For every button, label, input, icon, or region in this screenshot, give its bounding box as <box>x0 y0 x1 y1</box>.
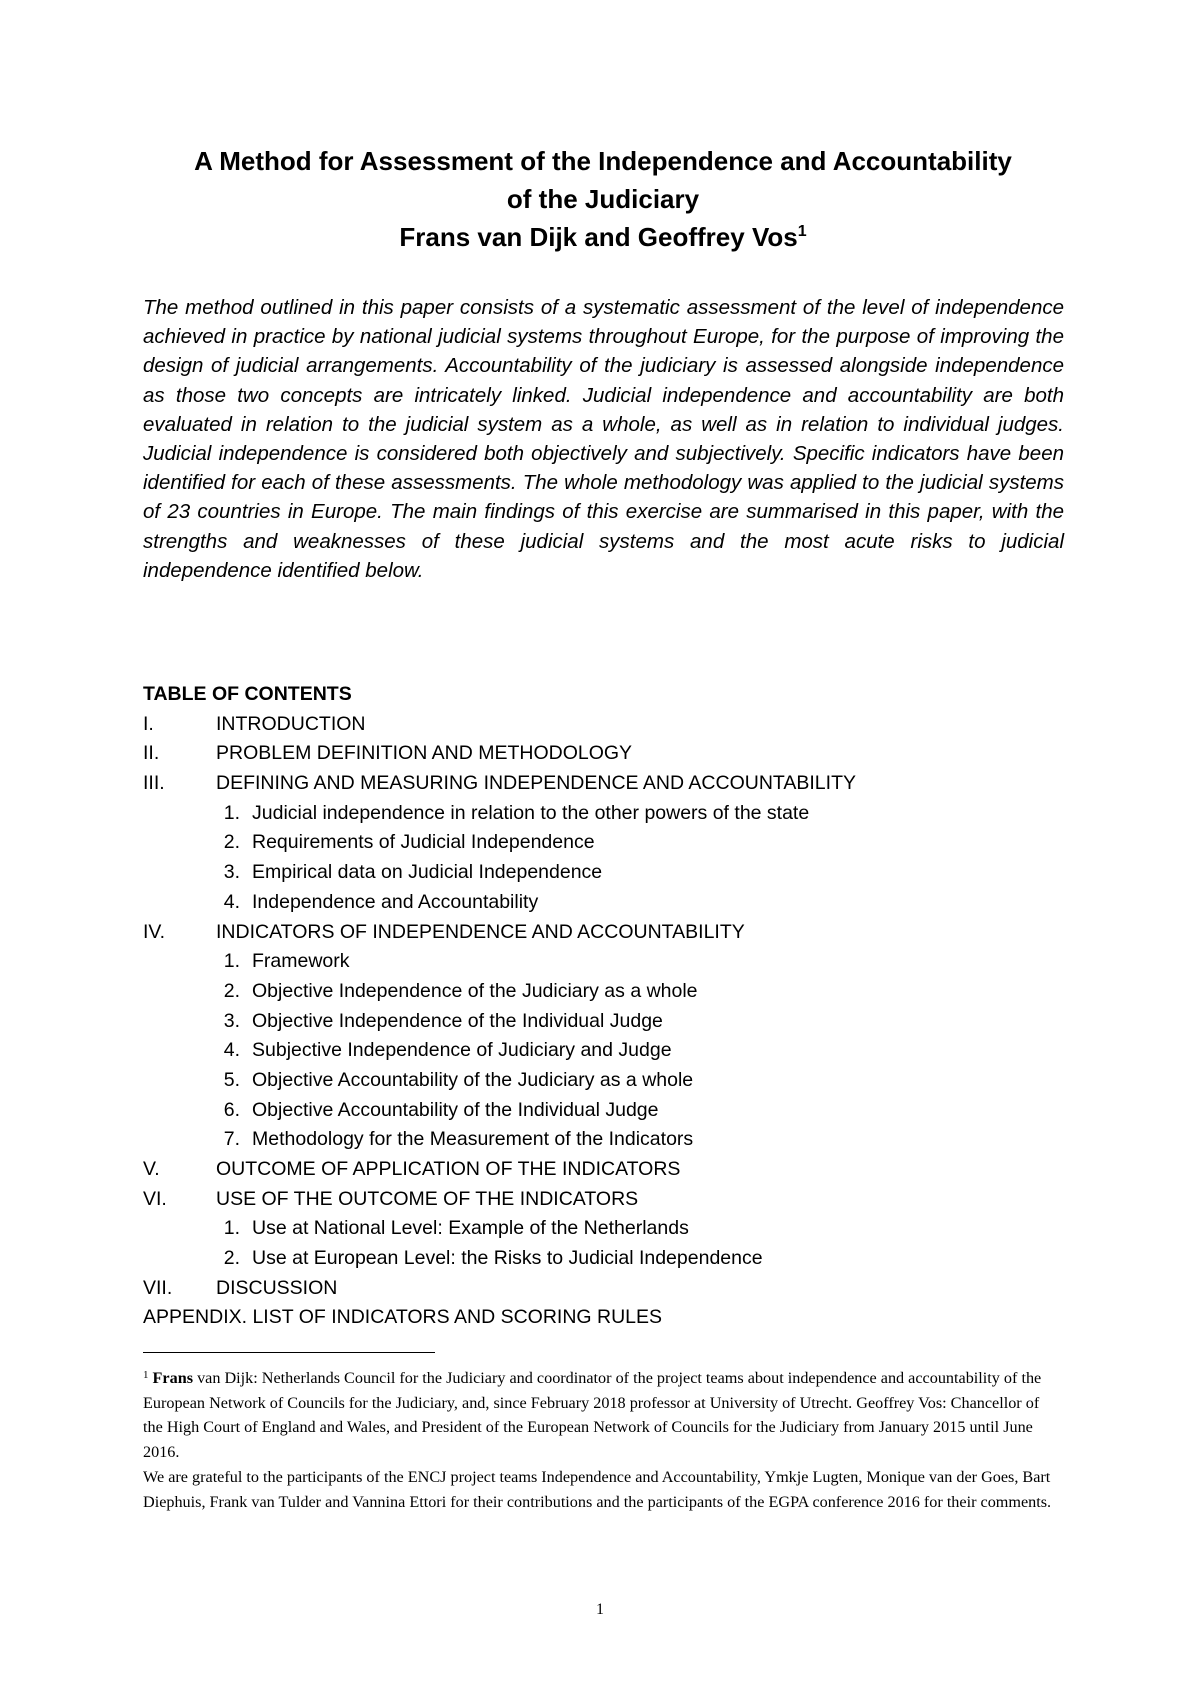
toc-item-text: DISCUSSION <box>216 1276 338 1299</box>
toc-item-number: II. <box>143 742 160 765</box>
footnote-mark: 1 <box>143 1369 149 1381</box>
toc-subitem-text: Use at National Level: Example of the Netherlands <box>252 1217 689 1240</box>
table-of-contents <box>143 680 1063 1333</box>
toc-item <box>143 769 1063 799</box>
toc-item-text: INTRODUCTION <box>216 712 366 735</box>
toc-subitem <box>143 1244 1063 1274</box>
toc-subitem <box>143 1007 1063 1037</box>
authors-text: Frans van Dijk and Geoffrey Vos <box>399 222 798 252</box>
toc-subitem-number: 1. <box>223 1217 240 1240</box>
toc-item <box>143 710 1063 740</box>
toc-subitem <box>143 1066 1063 1096</box>
toc-subitem <box>143 828 1063 858</box>
toc-item-number: I. <box>143 712 154 735</box>
toc-subitem-number: 2. <box>223 979 240 1002</box>
paper-title-line-2: of the Judiciary <box>506 184 700 214</box>
toc-subitem <box>143 1214 1063 1244</box>
toc-subitem <box>143 1036 1063 1066</box>
footnote-reference[interactable]: 1 <box>797 223 807 240</box>
toc-item <box>143 1274 1063 1304</box>
footnote-paragraph-1 <box>143 1366 1063 1465</box>
toc-item-number: VI. <box>143 1187 167 1210</box>
toc-item-number: IV. <box>143 920 166 943</box>
toc-subitem-number: 6. <box>223 1098 240 1121</box>
toc-subitem-number: 4. <box>223 1039 240 1062</box>
toc-subitem-number: 2. <box>223 1247 240 1270</box>
footnote-separator <box>143 1352 435 1353</box>
paper-title-block <box>143 142 1063 256</box>
toc-item <box>143 1155 1063 1185</box>
toc-subitem-text: Requirements of Judicial Independence <box>252 831 595 854</box>
toc-subitem-text: Subjective Independence of Judiciary and Judge <box>252 1039 672 1062</box>
toc-subitem-text: Use at European Level: the Risks to Judicial Independence <box>252 1247 763 1270</box>
toc-item-text: USE OF THE OUTCOME OF THE INDICATORS <box>216 1187 639 1210</box>
toc-subitem-text: Empirical data on Judicial Independence <box>252 861 603 884</box>
toc-item-number: VII. <box>143 1276 173 1299</box>
toc-subitem <box>143 1096 1063 1126</box>
toc-subitem-number: 1. <box>223 801 240 824</box>
toc-subitem-number: 4. <box>223 890 240 913</box>
toc-subitem-number: 7. <box>223 1128 240 1151</box>
toc-appendix <box>143 1303 1063 1333</box>
footnote-first-word: Frans <box>152 1369 194 1387</box>
toc-item-text: DEFINING AND MEASURING INDEPENDENCE AND ACCOUNTABILITY <box>216 772 856 795</box>
toc-subitem-text: Framework <box>252 950 350 973</box>
toc-subitem <box>143 888 1063 918</box>
toc-subitem-text: Methodology for the Measurement of the Indicators <box>252 1128 694 1151</box>
toc-subitem-number: 3. <box>223 1009 240 1032</box>
toc-subitem-number: 5. <box>223 1068 240 1091</box>
toc-item-number: V. <box>143 1158 160 1181</box>
page-number: 1 <box>596 1601 604 1618</box>
toc-subitem <box>143 799 1063 829</box>
toc-subitem-number: 1. <box>223 950 240 973</box>
toc-item <box>143 1185 1063 1215</box>
footnote-text-1: van Dijk: Netherlands Council for the Judiciary and coordinator of the project teams about independence and accountability of the European Network of Councils for the Judiciary, and, since February 2018 professor at University of Utrecht. Geoffrey Vos: Chancellor of the High Court of England and Wales, and President of the European Network of Councils for the Judiciary from January 2015 until June 2016. <box>143 1369 1042 1462</box>
toc-appendix-text: APPENDIX. LIST OF INDICATORS AND SCORING RULES <box>143 1306 663 1329</box>
toc-subitem-text: Independence and Accountability <box>252 890 539 913</box>
footnote-paragraph-2: We are grateful to the participants of the ENCJ project teams Independence and Accountability, Ymkje Lugten, Monique van der Goes, Bart Diephuis, Frank van Tulder and Vannina Ettori for their contributions and the participants of the EGPA conference 2016 for their comments. <box>143 1467 1052 1511</box>
toc-subitem <box>143 1125 1063 1155</box>
toc-subitem-text: Objective Accountability of the Judiciary as a whole <box>252 1068 694 1091</box>
toc-item <box>143 739 1063 769</box>
paper-title-line-1: A Method for Assessment of the Independence and Accountability <box>194 146 1012 176</box>
toc-subitem <box>143 977 1063 1007</box>
toc-item <box>143 918 1063 948</box>
toc-subitem <box>143 858 1063 888</box>
toc-subitem-text: Judicial independence in relation to the other powers of the state <box>252 801 810 824</box>
toc-subitem-number: 3. <box>223 861 240 884</box>
toc-item-text: OUTCOME OF APPLICATION OF THE INDICATORS <box>216 1158 681 1181</box>
toc-heading: TABLE OF CONTENTS <box>143 683 352 705</box>
footnote <box>143 1366 1063 1514</box>
toc-item-number: III. <box>143 772 165 795</box>
toc-subitem-text: Objective Independence of the Judiciary as a whole <box>252 979 698 1002</box>
toc-subitem <box>143 947 1063 977</box>
toc-subitem-number: 2. <box>223 831 240 854</box>
paper-authors <box>143 218 1063 256</box>
abstract: The method outlined in this paper consists of a systematic assessment of the level of independence achieved in practice by national judicial systems throughout Europe, for the purpose of improving the design of judicial arrangements. Accountability of the judiciary is assessed alongside independence as those two concepts are intricately linked. Judicial independence and accountability are both evaluated in relation to the judicial system as a whole, as well as in relation to individual judges. Judicial independence is considered both objectively and subjectively. Specific indicators have been identified for each of these assessments. The whole methodology was applied to the judicial systems of 23 countries in Europe. The main findings of this exercise are summarised in this paper, with the strengths and weaknesses of these judicial systems and the most acute risks to judicial independence identified below. <box>143 296 1064 582</box>
toc-item-text: PROBLEM DEFINITION AND METHODOLOGY <box>216 742 633 765</box>
toc-item-text: INDICATORS OF INDEPENDENCE AND ACCOUNTABILITY <box>216 920 745 943</box>
toc-subitem-text: Objective Accountability of the Individual Judge <box>252 1098 659 1121</box>
toc-subitem-text: Objective Independence of the Individual Judge <box>252 1009 663 1032</box>
